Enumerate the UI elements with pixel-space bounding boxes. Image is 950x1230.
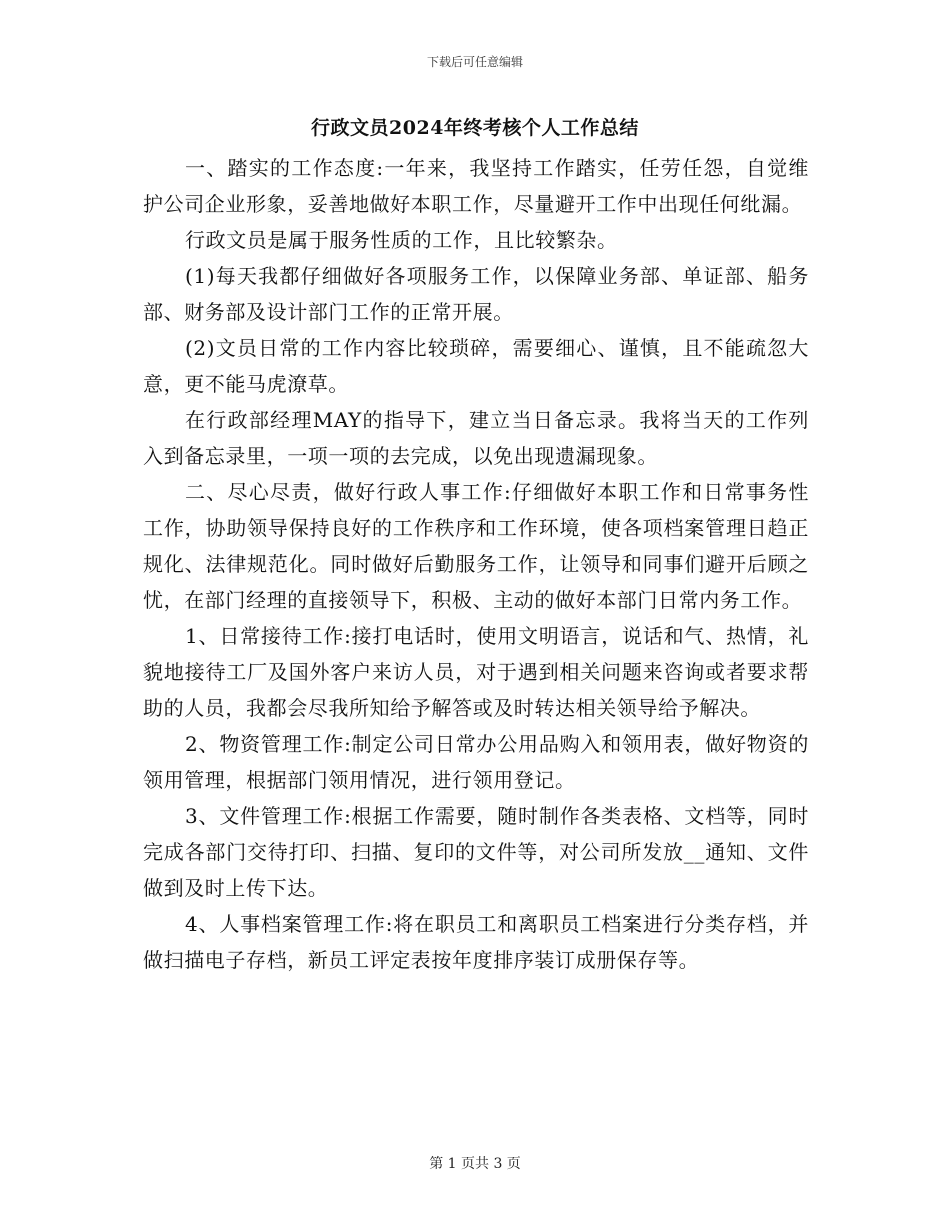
paragraph-files: 3、文件管理工作:根据工作需要，随时制作各类表格、文档等，同时完成各部门交待打印、扫描、复印的文件等，对公司所发放__通知、文件做到及时上传下达。 [143,804,809,900]
paragraph-attitude: 一、踏实的工作态度:一年来，我坚持工作踏实，任劳任怨，自觉维护公司企业形象，妥善地做好本职工作，尽量避开工作中出现任何纰漏。 [143,156,809,216]
paragraph-admin-hr: 二、尽心尽责，做好行政人事工作:仔细做好本职工作和日常事务性工作，协助领导保持良好的工作秩序和工作环境，使各项档案管理日趋正规化、法律规范化。同时做好后勤服务工作，让领导和同事们避开后顾之忧，在部门经理的直接领导下，积极、主动的做好本部门日常内务工作。 [143,480,809,612]
paragraph-item-2: (2)文员日常的工作内容比较琐碎，需要细心、谨慎，且不能疏忽大意，更不能马虎潦草。 [143,336,809,396]
paragraph-item-1: (1)每天我都仔细做好各项服务工作，以保障业务部、单证部、船务部、财务部及设计部门工作的正常开展。 [143,264,809,324]
page-header: 下载后可任意编辑 [426,55,523,69]
paragraph-archives: 4、人事档案管理工作:将在职员工和离职员工档案进行分类存档，并做扫描电子存档，新员工评定表按年度排序装订成册保存等。 [143,912,809,972]
paragraph-reception: 1、日常接待工作:接打电话时，使用文明语言，说话和气、热情，礼貌地接待工厂及国外客户来访人员，对于遇到相关问题来咨询或者要求帮助的人员，我都会尽我所知给予解答或及时转达相关领导给予解决。 [143,624,809,720]
paragraph-memo: 在行政部经理MAY的指导下，建立当日备忘录。我将当天的工作列入到备忘录里，一项一项的去完成，以免出现遗漏现象。 [143,408,809,468]
paragraph-materials: 2、物资管理工作:制定公司日常办公用品购入和领用表，做好物资的领用管理，根据部门领用情况，进行领用登记。 [143,732,809,792]
page-number: 第 1 页共 3 页 [429,1156,521,1172]
document-title: 行政文员2024年终考核个人工作总结 [311,117,639,139]
document-body [143,150,809,978]
paragraph-service-nature: 行政文员是属于服务性质的工作，且比较繁杂。 [185,228,618,252]
